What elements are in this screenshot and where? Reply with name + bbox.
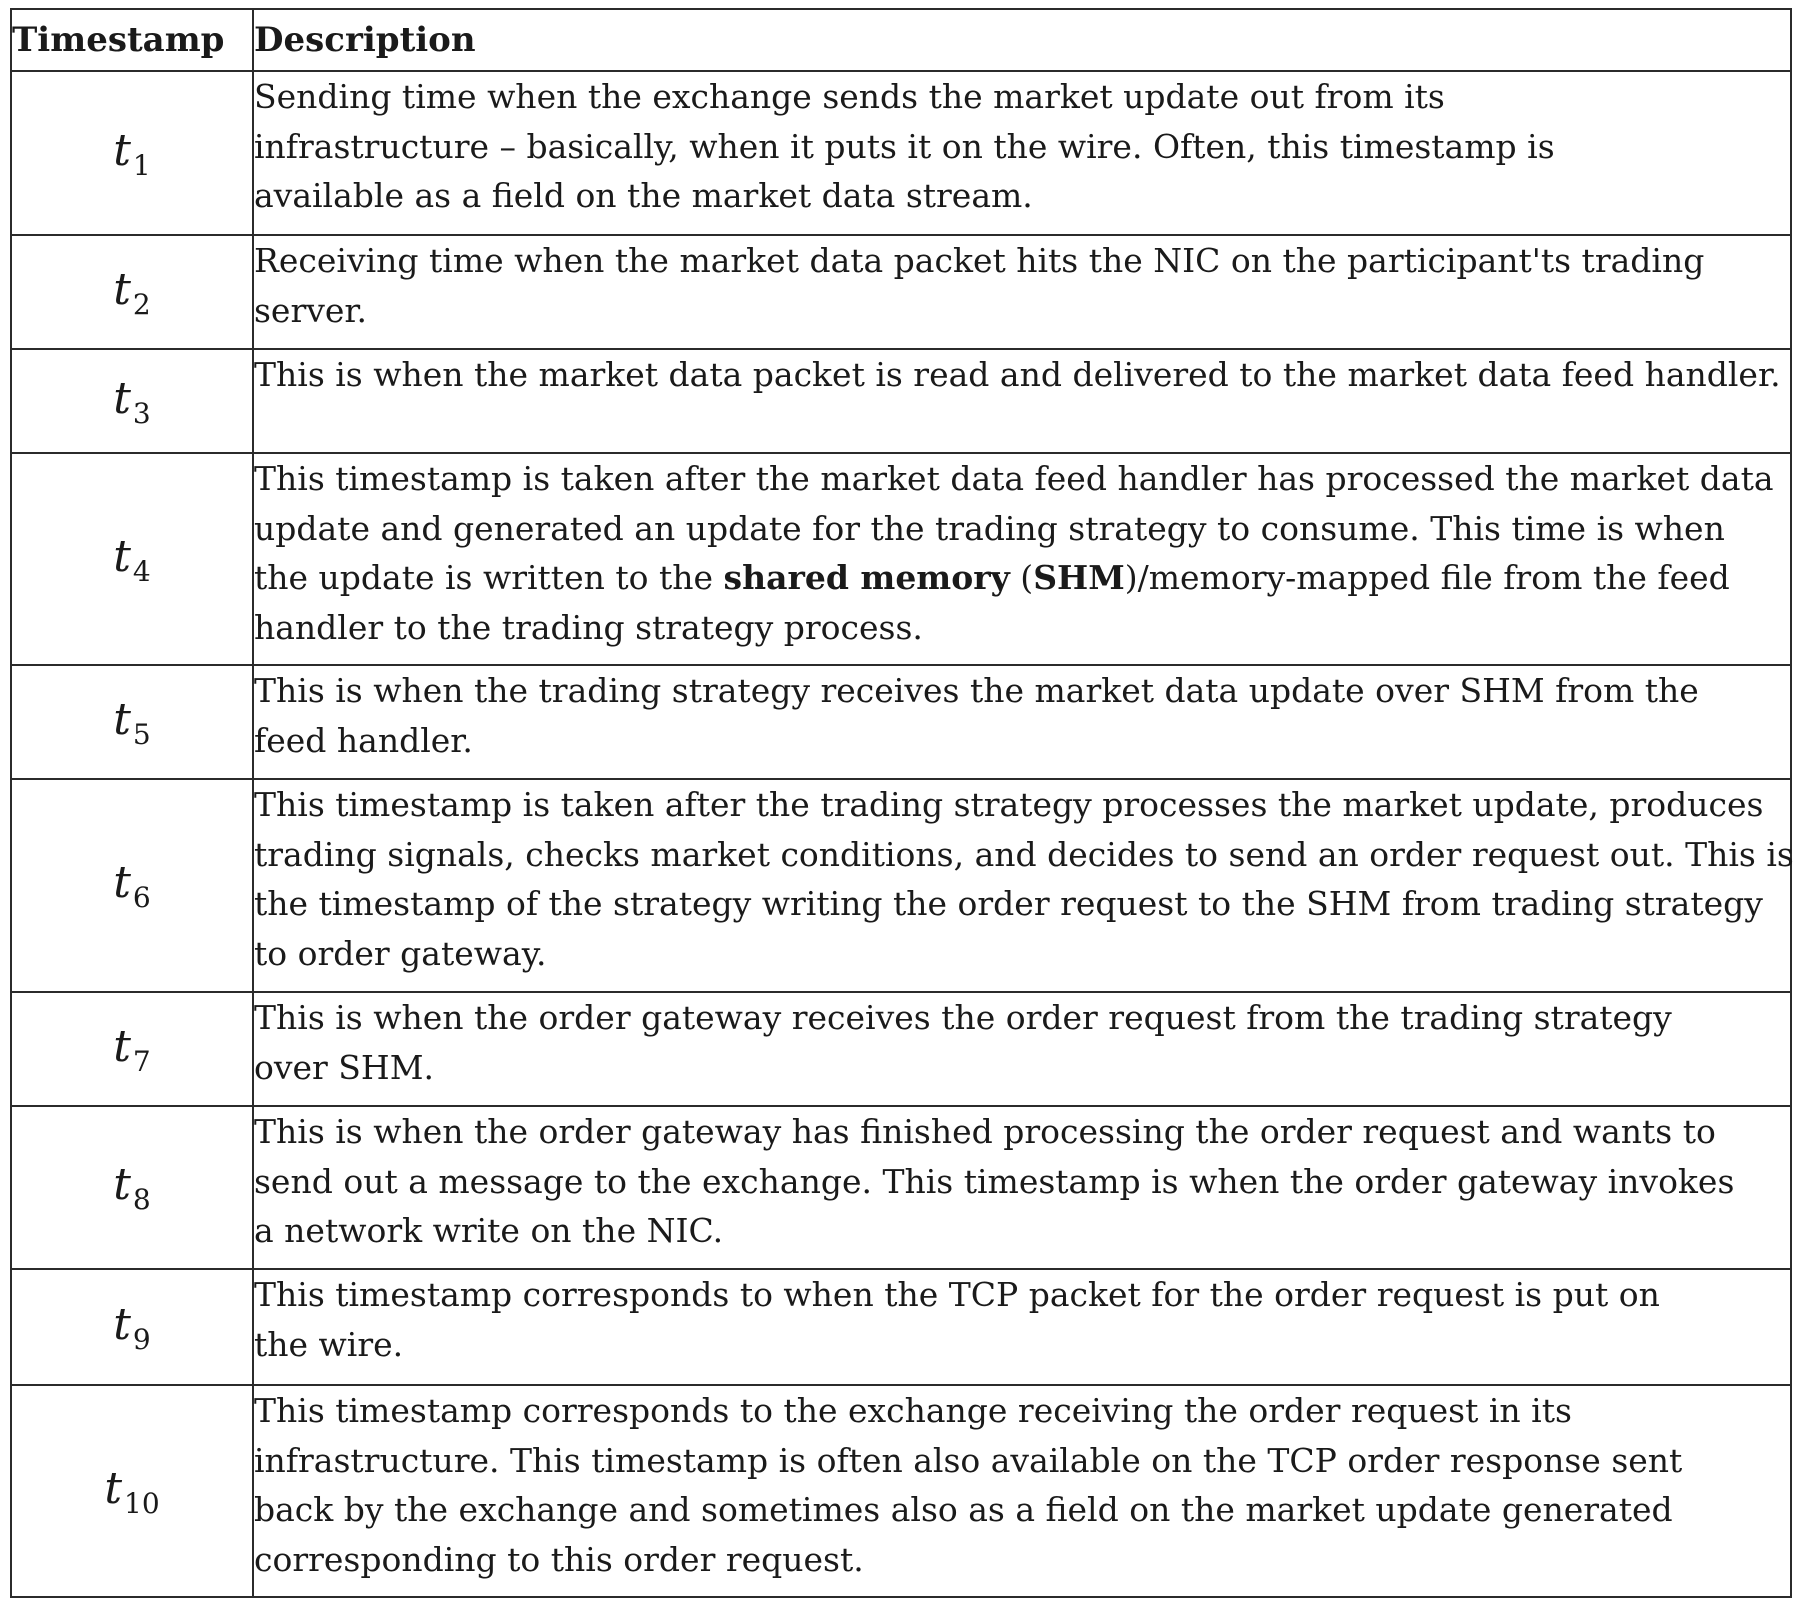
description-line: This timestamp is taken after the trading strategy processes the market update, produces xyxy=(254,785,1764,824)
timestamp-subscript: 6 xyxy=(132,881,151,914)
description-line-with-bold xyxy=(254,553,1790,603)
timestamp-subscript: 2 xyxy=(132,287,151,321)
timestamp-symbol: t xyxy=(113,1020,131,1072)
timestamp-subscript: 10 xyxy=(124,1486,160,1520)
table-row-t4 xyxy=(11,453,1791,665)
description-line: to order gateway. xyxy=(254,933,547,973)
column-header-timestamp: Timestamp xyxy=(11,9,253,71)
timestamp-cell xyxy=(11,349,253,453)
description-line: feed handler. xyxy=(254,720,473,760)
description-cell xyxy=(253,349,1791,453)
description-line: update and generated an update for the trading strategy to consume. This time is when xyxy=(254,508,1725,548)
description-cell xyxy=(253,1269,1791,1385)
description-line: a network write on the NIC. xyxy=(254,1211,724,1250)
timestamp-symbol: t xyxy=(113,124,131,176)
term-shared-memory: shared memory xyxy=(723,558,1010,597)
timestamp-subscript: 5 xyxy=(132,717,151,751)
description-line: corresponding to this order request. xyxy=(254,1539,864,1579)
description-line: the wire. xyxy=(254,1324,404,1364)
description-line: infrastructure – basically, when it puts it on the wire. Often, this timestamp is xyxy=(254,126,1555,166)
timestamp-cell xyxy=(11,235,253,349)
description-line: trading signals, checks market conditions, and decides to send an order request out. This is xyxy=(254,834,1794,874)
description-line: This timestamp is taken after the market data feed handler has processed the market data xyxy=(254,459,1774,498)
timestamp-symbol: t xyxy=(113,1298,131,1350)
timestamp-subscript: 1 xyxy=(132,148,151,182)
timestamp-cell xyxy=(11,1385,253,1597)
timestamp-subscript: 8 xyxy=(132,1183,151,1216)
timestamp-symbol: t xyxy=(113,857,131,908)
timestamp-subscript: 7 xyxy=(132,1044,151,1078)
description-line: This is when the order gateway receives the order request from the trading strategy xyxy=(254,998,1672,1037)
description-cell xyxy=(253,1106,1791,1269)
description-text: )/memory-mapped file from the feed xyxy=(1124,558,1730,597)
description-line: This timestamp corresponds to the exchange receiving the order request in its xyxy=(254,1391,1572,1430)
description-line: infrastructure. This timestamp is often also available on the TCP order response sent xyxy=(254,1440,1683,1480)
description-line: over SHM. xyxy=(254,1047,434,1087)
description-text: the update is written to the xyxy=(254,558,724,597)
timestamp-symbol: t xyxy=(104,1462,123,1514)
description-line: Receiving time when the market data packet hits the NIC on the participant'ts trading xyxy=(254,241,1705,280)
timestamp-symbol: t xyxy=(113,263,131,315)
timestamp-symbol: t xyxy=(113,530,131,582)
timestamp-symbol: t xyxy=(113,372,131,424)
timestamp-subscript: 4 xyxy=(132,554,151,588)
description-line: This is when the order gateway has finished processing the order request and wants to xyxy=(254,1112,1716,1151)
table-row-t3 xyxy=(11,349,1791,453)
description-line: This timestamp corresponds to when the TCP packet for the order request is put on xyxy=(254,1275,1660,1314)
description-line: the timestamp of the strategy writing the order request to the SHM from trading strategy xyxy=(254,884,1763,923)
table-row-t10 xyxy=(11,1385,1791,1597)
table-row-t9 xyxy=(11,1269,1791,1385)
timestamp-symbol: t xyxy=(113,693,131,745)
description-cell xyxy=(253,779,1794,992)
description-line: back by the exchange and sometimes also as a field on the market update generated xyxy=(254,1490,1673,1529)
description-line: Sending time when the exchange sends the market update out from its xyxy=(254,77,1445,116)
description-text: ( xyxy=(1009,558,1034,597)
description-line: handler to the trading strategy process. xyxy=(254,607,923,647)
table-row-t5 xyxy=(11,665,1791,779)
timestamp-symbol: t xyxy=(113,1159,131,1210)
description-cell xyxy=(253,453,1791,665)
description-cell xyxy=(253,1385,1791,1597)
description-cell xyxy=(253,235,1791,349)
timestamp-table xyxy=(10,8,1792,1598)
timestamp-subscript: 9 xyxy=(132,1322,151,1356)
column-header-description: Description xyxy=(253,9,1791,71)
header-row xyxy=(11,9,1791,71)
table-row-t8 xyxy=(11,1106,1791,1269)
description-cell xyxy=(253,665,1791,779)
timestamp-cell xyxy=(11,779,253,992)
term-shm: SHM xyxy=(1033,558,1125,597)
description-line: This is when the trading strategy receives the market data update over SHM from the xyxy=(254,671,1699,710)
table-row-t6 xyxy=(11,779,1791,992)
timestamp-cell xyxy=(11,992,253,1106)
description-cell xyxy=(253,71,1791,235)
timestamp-subscript: 3 xyxy=(132,396,151,430)
timestamp-cell xyxy=(11,1106,253,1269)
timestamp-cell xyxy=(11,71,253,235)
timestamp-cell xyxy=(11,453,253,665)
description-line: send out a message to the exchange. This timestamp is when the order gateway invokes xyxy=(254,1161,1735,1201)
description-cell xyxy=(253,992,1791,1106)
table-row-t7 xyxy=(11,992,1791,1106)
description-line: server. xyxy=(254,290,368,330)
description-line: available as a field on the market data stream. xyxy=(254,176,1033,215)
table-row-t2 xyxy=(11,235,1791,349)
table-row-t1 xyxy=(11,71,1791,235)
timestamp-cell xyxy=(11,665,253,779)
description-line: This is when the market data packet is read and delivered to the market data feed handler. xyxy=(254,355,1781,394)
timestamp-cell xyxy=(11,1269,253,1385)
